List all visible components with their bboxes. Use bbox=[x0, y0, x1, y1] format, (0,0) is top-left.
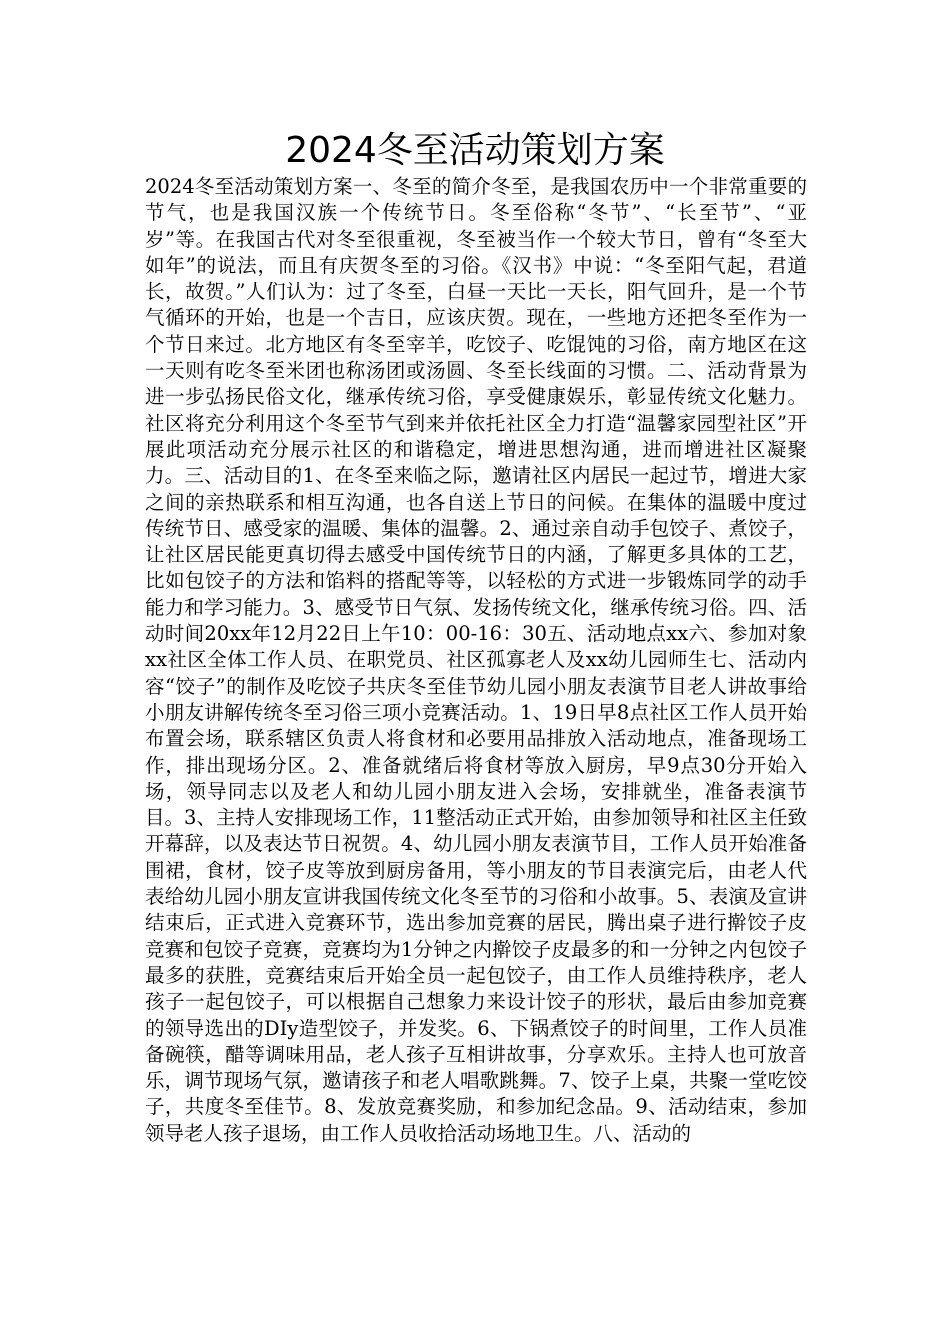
document-body: 2024冬至活动策划方案一、冬至的简介冬至，是我国农历中一个非常重要的节气，也是我国汉族一个传统节日。冬至俗称“冬节”、“长至节”、“亚岁”等。在我国古代对冬至很重视，冬至被当作一个较大节日，曾有“冬至大如年”的说法，而且有庆贺冬至的习俗。《汉书》中说：“冬至阳气起，君道长，故贺。”人们认为：过了冬至，白昼一天比一天长，阳气回升，是一个节气循环的开始，也是一个吉日，应该庆贺。现在，一些地方还把冬至作为一个节日来过。北方地区有冬至宰羊，吃饺子、吃馄饨的习俗，南方地区在这一天则有吃冬至米团也称汤团或汤圆、冬至长线面的习惯。二、活动背景为进一步弘扬民俗文化，继承传统习俗，享受健康娱乐，彰显传统文化魅力。社区将充分利用这个冬至节气到来并依托社区全力打造“温馨家园型社区”开展此项活动充分展示社区的和谐稳定，增进思想沟通，进而增进社区凝聚力。三、活动目的1、在冬至来临之际，邀请社区内居民一起过节，增进大家之间的亲热联系和相互沟通，也各自送上节日的问候。在集体的温暖中度过传统节日、感受家的温暖、集体的温馨。2、通过亲自动手包饺子、煮饺子，让社区居民能更真切得去感受中国传统节日的内涵，了解更多具体的工艺，比如包饺子的方法和馅料的搭配等等，以轻松的方式进一步锻炼同学的动手能力和学习能力。3、感受节日气氛、发扬传统文化，继承传统习俗。四、活动时间20xx年12月22日上午10：00-16：30五、活动地点xx六、参加对象xx社区全体工作人员、在职党员、社区孤寡老人及xx幼儿园师生七、活动内容“饺子”的制作及吃饺子共庆冬至佳节幼儿园小朋友表演节目老人讲故事给小朋友讲解传统冬至习俗三项小竞赛活动。1、19日早8点社区工作人员开始布置会场，联系辖区负责人将食材和必要用品排放入活动地点，准备现场工作，排出现场分区。2、准备就绪后将食材等放入厨房，早9点30分开始入场，领导同志以及老人和幼儿园小朋友进入会场，安排就坐，准备表演节目。3、主持人安排现场工作，11整活动正式开始，由参加领导和社区主任致开幕辞，以及表达节日祝贺。4、幼儿园小朋友表演节目，工作人员开始准备围裙，食材，饺子皮等放到厨房备用，等小朋友的节目表演完后，由老人代表给幼儿园小朋友宣讲我国传统文化冬至节的习俗和小故事。5、表演及宣讲结束后，正式进入竞赛环节，选出参加竞赛的居民，腾出桌子进行擀饺子皮竞赛和包饺子竞赛，竞赛均为1分钟之内擀饺子皮最多的和一分钟之内包饺子最多的获胜，竞赛结束后开始全员一起包饺子，由工作人员维持秩序，老人孩子一起包饺子，可以根据自己想象力来设计饺子的形状，最后由参加竞赛的领导选出的DIy造型饺子，并发奖。6、下锅煮饺子的时间里，工作人员准备碗筷，醋等调味用品，老人孩子互相讲故事，分享欢乐。主持人也可放音乐，调节现场气氛，邀请孩子和老人唱歌跳舞。7、饺子上桌，共聚一堂吃饺子，共度冬至佳节。8、发放竞赛奖励，和参加纪念品。9、活动结束，参加领导老人孩子退场，由工作人员收拾活动场地卫生。八、活动的 bbox=[145, 175, 807, 1145]
document-title: 2024冬至活动策划方案 bbox=[285, 130, 665, 171]
